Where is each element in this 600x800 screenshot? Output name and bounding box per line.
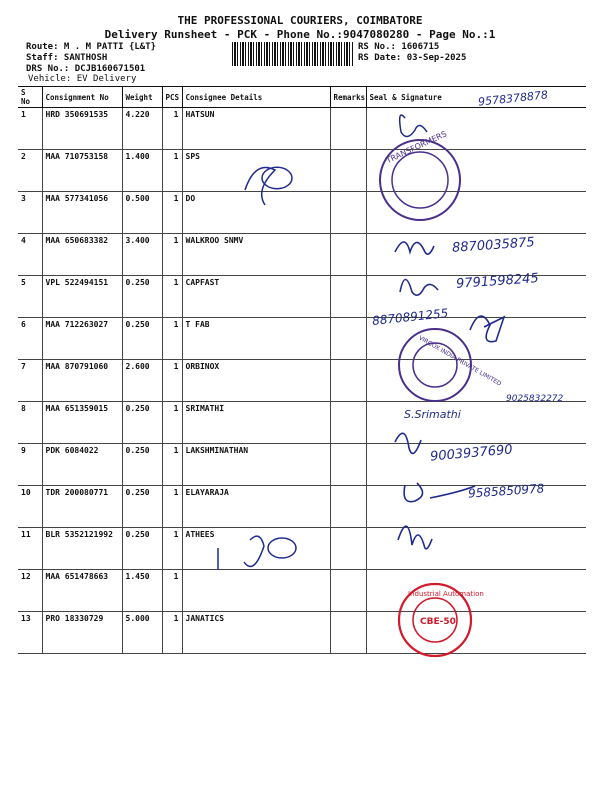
cell-sno: 1 (18, 108, 42, 150)
col-sno: S No (18, 87, 42, 108)
cell-weight: 0.250 (122, 318, 162, 360)
runsheet-subtitle: Delivery Runsheet - PCK - Phone No.:9047080280 - Page No.:1 (104, 28, 496, 41)
cell-sno: 12 (18, 570, 42, 612)
cell-consignment: HRD 350691535 (42, 108, 122, 150)
cell-pcs: 1 (162, 234, 182, 276)
scribble-12 (218, 536, 296, 570)
signature-11 (398, 526, 432, 549)
signature-9 (395, 433, 421, 453)
cell-sno: 7 (18, 360, 42, 402)
cell-weight: 0.250 (122, 486, 162, 528)
cell-pcs: 1 (162, 402, 182, 444)
cell-consignee: HATSUN (182, 108, 330, 150)
route-label: Route: M . M PATTI {L&T} (26, 42, 157, 52)
cell-consignee: CAPFAST (182, 276, 330, 318)
cell-sno: 5 (18, 276, 42, 318)
cell-weight: 0.250 (122, 528, 162, 570)
cell-weight: 3.400 (122, 234, 162, 276)
drs-number: DRS No.: DCJB160671501 (26, 64, 146, 74)
cell-sno: 2 (18, 150, 42, 192)
company-title: THE PROFESSIONAL COURIERS, COIMBATORE (177, 14, 423, 27)
handwritten-phone-10: 9585850978 (467, 481, 545, 501)
cell-consignee: SRIMATHI (182, 402, 330, 444)
signature-5 (400, 280, 438, 296)
handwritten-phone-9: 9003937690 (429, 442, 514, 465)
cell-sno: 13 (18, 612, 42, 654)
cell-weight: 1.400 (122, 150, 162, 192)
vehicle-label: Vehicle: EV Delivery (28, 74, 137, 84)
cell-consignment: PRO 18330729 (42, 612, 122, 654)
cell-sno: 11 (18, 528, 42, 570)
handwritten-phone-1: 9578378878 (477, 88, 549, 109)
cell-consignment: PDK 6084022 (42, 444, 122, 486)
cell-consignment: MAA 712263027 (42, 318, 122, 360)
cell-consignment: VPL 522494151 (42, 276, 122, 318)
signature-4 (395, 242, 434, 254)
cell-consignment: MAA 651478663 (42, 570, 122, 612)
cell-sno: 9 (18, 444, 42, 486)
cell-pcs: 1 (162, 318, 182, 360)
stamp-7-text: VIRGOX INDIA PRIVATE LIMITED (417, 334, 503, 388)
cell-consignment: MAA 710753158 (42, 150, 122, 192)
cell-consignment: MAA 870791060 (42, 360, 122, 402)
cell-consignment: MAA 577341056 (42, 192, 122, 234)
cell-pcs: 1 (162, 570, 182, 612)
signature-6 (470, 316, 504, 342)
signature-1 (400, 115, 427, 136)
cell-consignment: BLR 5352121992 (42, 528, 122, 570)
cell-consignee: LAKSHMINATHAN (182, 444, 330, 486)
cell-pcs: 1 (162, 192, 182, 234)
cell-consignment: TDR 200080771 (42, 486, 122, 528)
rs-number: RS No.: 1606715 (358, 42, 440, 52)
cell-consignment: MAA 651359015 (42, 402, 122, 444)
col-remarks: Remarks (330, 87, 366, 108)
cell-sno: 8 (18, 402, 42, 444)
cell-pcs: 1 (162, 108, 182, 150)
cell-pcs: 1 (162, 486, 182, 528)
cell-consignee: DO (182, 192, 330, 234)
col-weight: Weight (122, 87, 162, 108)
cell-weight: 0.250 (122, 444, 162, 486)
handwritten-phone-6: 8870891255 (371, 306, 449, 328)
col-pcs: PCS (162, 87, 182, 108)
scribble-3 (245, 167, 292, 205)
stamp-13-text: CBE-50 (420, 617, 456, 627)
cell-pcs: 1 (162, 612, 182, 654)
col-consignment: Consignment No (42, 87, 122, 108)
cell-consignee: WALKROO SNMV (182, 234, 330, 276)
staff-label: Staff: SANTHOSH (26, 53, 108, 63)
cell-sno: 10 (18, 486, 42, 528)
cell-weight: 1.450 (122, 570, 162, 612)
cell-weight: 4.220 (122, 108, 162, 150)
cell-sno: 3 (18, 192, 42, 234)
cell-sno: 6 (18, 318, 42, 360)
rs-date: RS Date: 03-Sep-2025 (358, 53, 467, 63)
cell-pcs: 1 (162, 150, 182, 192)
signature-10 (404, 483, 475, 502)
cell-weight: 0.500 (122, 192, 162, 234)
cell-weight: 0.250 (122, 276, 162, 318)
handwritten-phone-4: 8870035875 (451, 235, 536, 256)
cell-pcs: 1 (162, 444, 182, 486)
cell-pcs: 1 (162, 360, 182, 402)
cell-consignee: T FAB (182, 318, 330, 360)
handwritten-sign-8: S.Srimathi (404, 408, 461, 421)
cell-pcs: 1 (162, 528, 182, 570)
cell-consignee: ELAYARAJA (182, 486, 330, 528)
handwritten-phone-8: 9025832272 (506, 394, 564, 404)
cell-pcs: 1 (162, 276, 182, 318)
stamp-2-text: TRANSFORMERS (384, 129, 449, 166)
handwritten-phone-5: 9791598245 (455, 271, 540, 292)
col-signature: Seal & Signature (366, 87, 586, 108)
cell-weight: 5.000 (122, 612, 162, 654)
cell-consignee: JANATICS (182, 612, 330, 654)
cell-weight: 0.250 (122, 402, 162, 444)
stamp-transformers (380, 140, 460, 220)
cell-consignment: MAA 650683382 (42, 234, 122, 276)
cell-consignee: ORBINOX (182, 360, 330, 402)
col-consignee: Consignee Details (182, 87, 330, 108)
cell-consignee: SPS (182, 150, 330, 192)
cell-sno: 4 (18, 234, 42, 276)
cell-weight: 2.600 (122, 360, 162, 402)
cell-consignee: ATHEES (182, 528, 330, 570)
stamp-13-ring-text: Industrial Automation (408, 590, 484, 598)
